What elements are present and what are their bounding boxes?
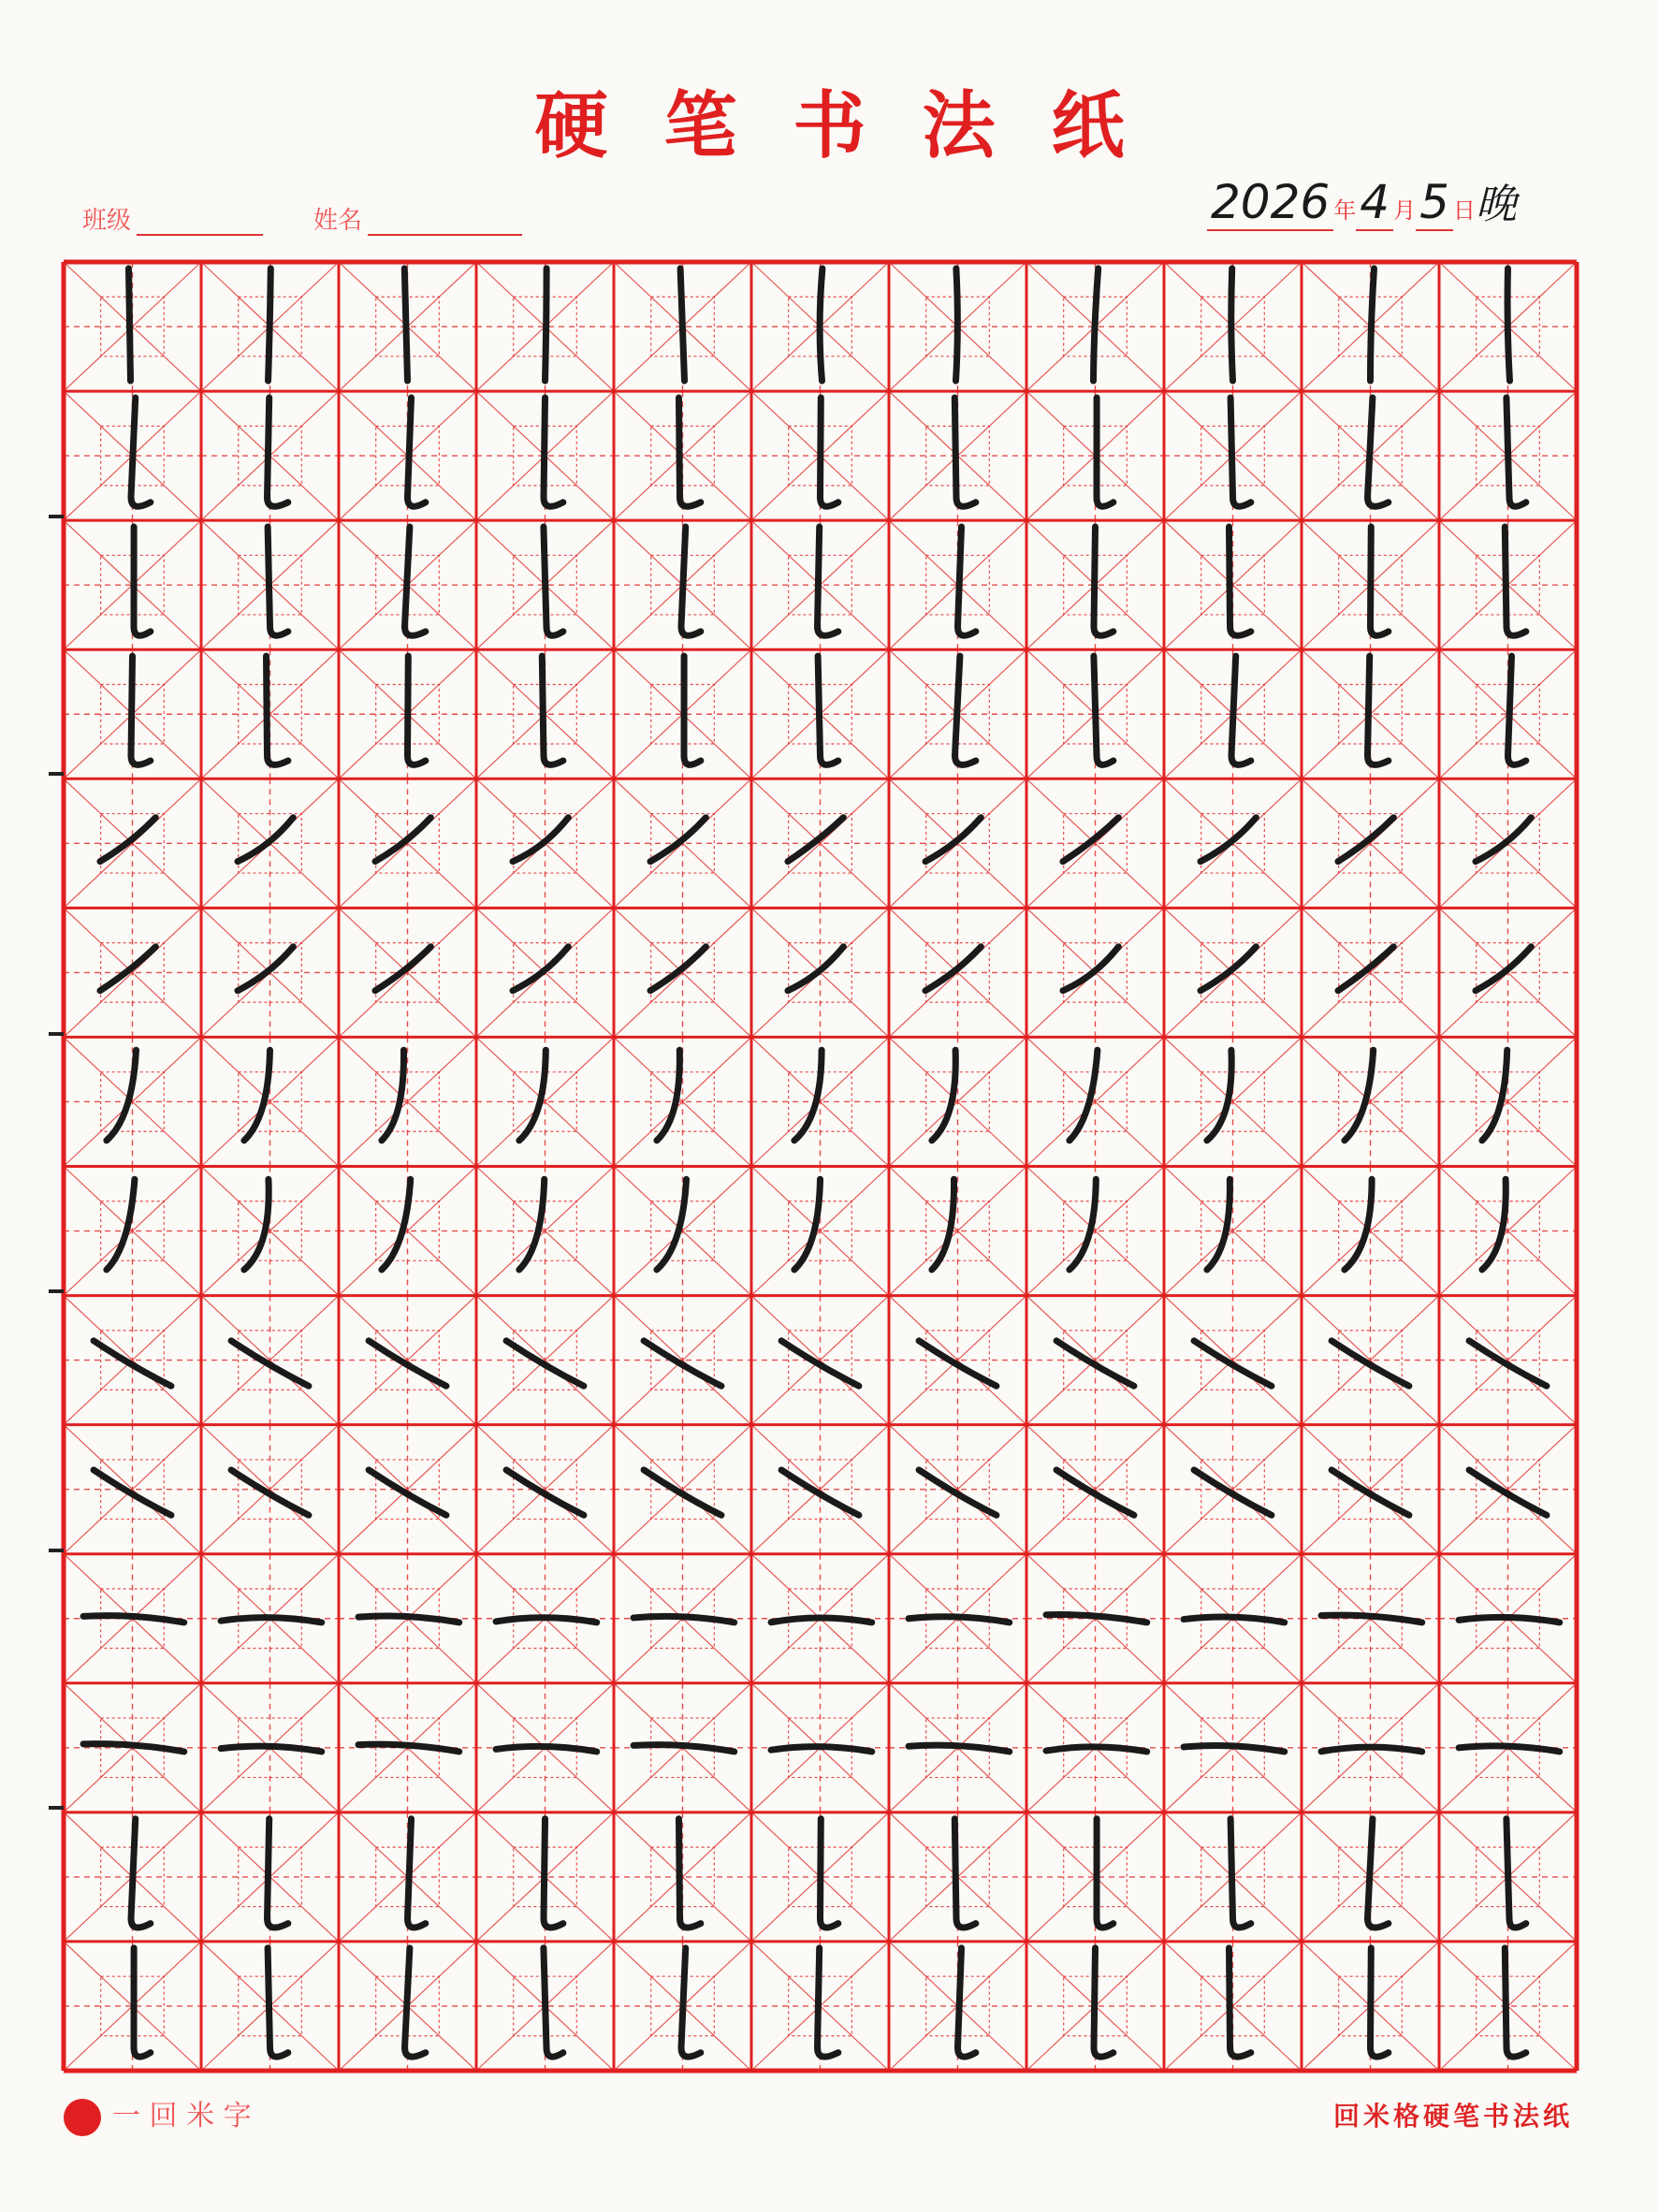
handwritten-stroke [404,269,407,381]
handwritten-stroke [1201,947,1256,991]
handwritten-stroke [1094,527,1113,635]
handwritten-stroke [1371,1948,1389,2057]
handwritten-stroke [221,1618,322,1623]
month-label: 月 [1393,197,1417,224]
handwritten-stroke [268,398,288,506]
handwritten-stroke [818,1948,838,2057]
handwritten-stroke [1371,269,1375,381]
date-year: 2026 [1211,175,1331,229]
handwritten-stroke [221,1746,322,1752]
handwritten-stroke [771,1618,872,1623]
handwritten-stroke [131,656,151,764]
handwritten-stroke [100,818,155,862]
handwritten-stroke [134,527,151,635]
handwritten-stroke [544,1819,563,1928]
handwritten-stroke [546,269,547,381]
handwritten-stroke [1207,1050,1231,1141]
handwritten-stroke [681,1948,701,2057]
handwritten-stroke [932,1179,954,1270]
handwritten-stroke [1070,1179,1096,1270]
handwritten-stroke [405,1948,426,2057]
handwritten-stroke [1231,269,1233,381]
brand-footer [64,2092,252,2136]
handwritten-stroke [519,1050,546,1141]
handwritten-stroke [925,947,981,991]
handwritten-stroke [925,818,981,862]
margin-tick [49,1806,64,1810]
handwritten-stroke [131,398,151,506]
handwritten-stroke [1368,656,1389,764]
handwritten-stroke [268,527,288,635]
handwritten-stroke [1094,656,1113,764]
handwritten-stroke [375,947,430,991]
handwritten-stroke [679,398,701,506]
handwritten-stroke [958,1948,976,2057]
handwritten-stroke [408,1819,426,1928]
handwritten-stroke [1097,1819,1113,1928]
handwritten-stroke [794,1050,822,1141]
handwritten-stroke [1505,1948,1526,2057]
handwritten-stroke [544,1948,563,2057]
margin-tick [49,1032,64,1036]
handwritten-stroke [1321,1747,1422,1752]
date-day: 5 [1419,175,1449,229]
margin-tick [49,515,64,518]
class-label: 班级 [82,207,132,235]
handwritten-stroke [1094,1948,1113,2057]
day-label: 日 [1452,197,1476,224]
handwritten-stroke [657,1050,680,1141]
handwritten-stroke [1505,527,1526,635]
handwritten-stroke [818,656,838,764]
handwritten-stroke [955,656,976,764]
handwritten-stroke [1371,527,1389,635]
handwritten-stroke [1345,1050,1374,1141]
handwritten-stroke [542,656,563,764]
handwritten-stroke [650,818,706,862]
paper-type-label: 回米格硬笔书法纸 [1332,2101,1573,2132]
handwritten-stroke [633,1616,735,1622]
handwritten-stroke [650,947,706,991]
handwritten-stroke [1046,1747,1147,1752]
handwritten-stroke [496,1618,597,1623]
handwritten-stroke [1207,1179,1230,1270]
handwritten-stroke [1231,656,1251,764]
handwritten-stroke [1070,1050,1098,1141]
handwritten-stroke [519,1179,545,1270]
handwritten-stroke [129,269,131,381]
handwritten-stroke [954,1819,976,1928]
handwritten-stroke [909,1745,1010,1752]
handwritten-stroke [956,269,958,381]
handwritten-stroke [680,269,684,381]
brand-text: 一 回 米 字 [112,2100,252,2132]
handwritten-stroke [1368,1819,1389,1928]
handwritten-stroke [496,1746,597,1752]
handwritten-stroke [1338,947,1393,991]
handwritten-stroke [131,1819,151,1928]
handwritten-stroke [544,398,563,506]
handwritten-stroke [1097,398,1113,506]
handwritten-stroke [244,1050,270,1141]
handwritten-stroke [244,1179,269,1270]
handwritten-stroke [544,527,563,635]
handwritten-stroke [1230,1948,1251,2057]
handwritten-stroke [821,1819,838,1928]
handwritten-stroke [657,1179,687,1270]
handwritten-stroke [268,1948,288,2057]
handwritten-stroke [1506,398,1526,506]
handwritten-stroke [794,1179,821,1270]
handwritten-stroke [100,947,155,991]
brand-logo-icon [64,2099,101,2136]
handwritten-stroke [909,1617,1010,1623]
handwritten-stroke [1094,269,1099,381]
handwritten-stroke [107,1179,135,1270]
handwritten-stroke [408,398,426,506]
date-note: 晚 [1475,181,1517,228]
handwritten-stroke [358,1616,459,1623]
handwritten-stroke [684,656,701,764]
handwritten-stroke [1368,398,1389,506]
margin-tick [49,1289,64,1293]
handwritten-stroke [267,656,288,764]
handwritten-stroke [1230,1819,1251,1928]
handwritten-stroke [958,527,976,635]
handwritten-stroke [1345,1179,1372,1270]
handwritten-stroke [820,269,822,381]
margin-tick [49,772,64,776]
handwritten-stroke [954,398,976,506]
handwritten-stroke [1184,1745,1285,1751]
handwritten-stroke [788,818,843,862]
handwritten-stroke [382,1050,404,1141]
handwritten-stroke [1506,1819,1526,1928]
name-label: 姓名 [313,207,363,235]
handwritten-stroke [932,1050,955,1141]
handwritten-stroke [818,527,838,635]
handwritten-stroke [1338,818,1393,862]
handwritten-stroke [375,818,430,862]
handwritten-stroke [1476,947,1531,991]
handwritten-stroke [382,1179,411,1270]
handwritten-stroke [1459,1617,1560,1623]
handwritten-stroke [679,1819,701,1928]
handwritten-stroke [1482,1179,1506,1270]
handwritten-stroke [405,527,426,635]
handwritten-stroke [269,269,271,381]
handwritten-stroke [1482,1050,1507,1141]
page-title: 硬笔书法纸 [534,83,1181,168]
handwritten-stroke [1459,1746,1560,1752]
handwritten-stroke [1184,1617,1285,1623]
handwritten-stroke [771,1747,872,1752]
handwritten-stroke [1063,818,1118,862]
handwritten-stroke [268,1819,288,1928]
handwritten-stroke [1507,269,1509,381]
handwritten-stroke [134,1948,151,2057]
handwritten-stroke [1230,398,1251,506]
handwritten-stroke [1508,656,1526,764]
handwritten-stroke [408,656,426,764]
handwritten-stroke [821,398,838,506]
handwritten-stroke [681,527,701,635]
margin-tick [49,1549,64,1552]
date-month: 4 [1360,175,1390,229]
year-label: 年 [1333,197,1357,224]
handwritten-stroke [107,1050,137,1141]
handwritten-stroke [1230,527,1251,635]
